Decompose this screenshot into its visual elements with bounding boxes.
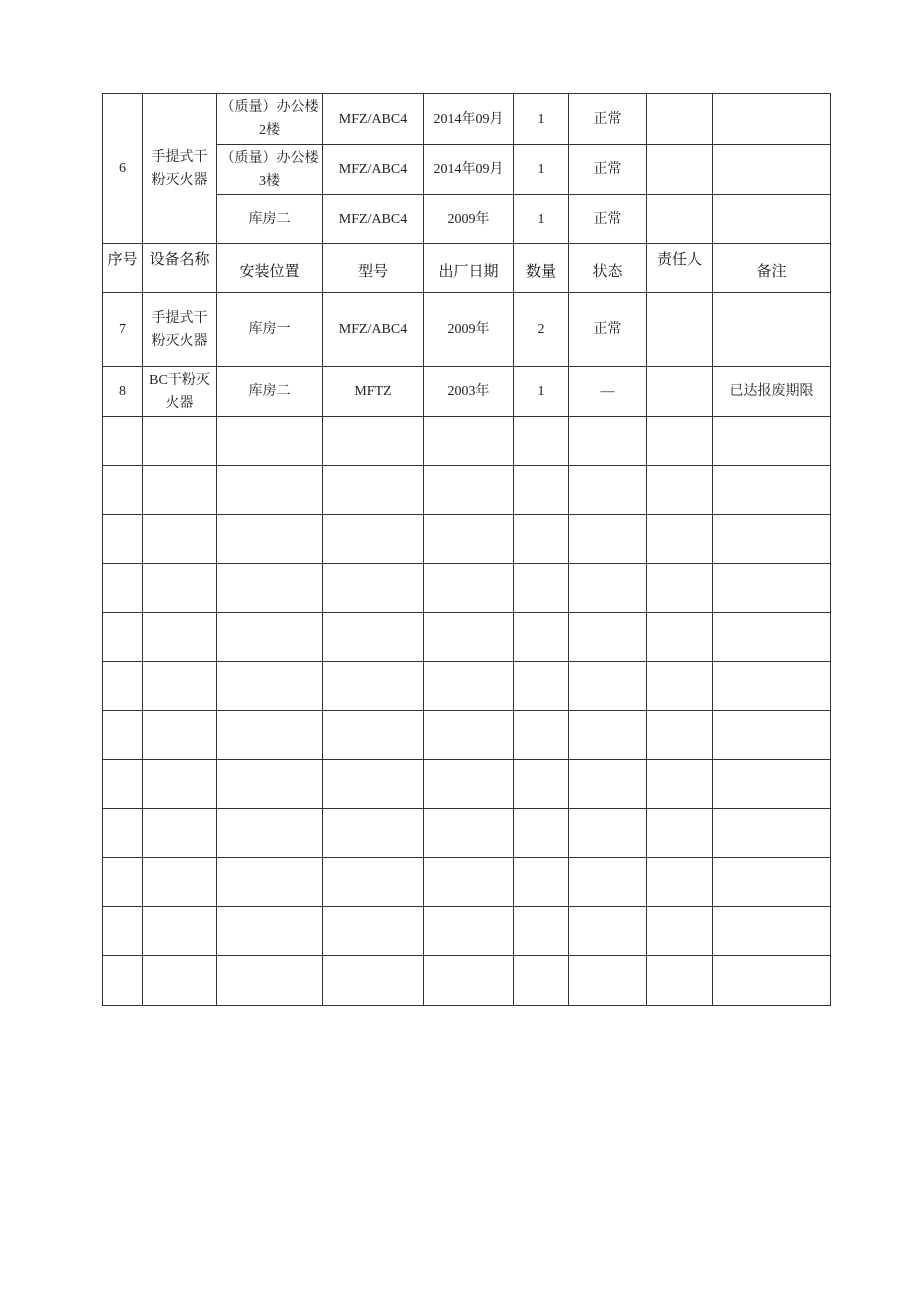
empty-cell: [217, 564, 323, 613]
device-cell: 手提式干粉灭火器: [143, 293, 217, 367]
empty-cell: [424, 662, 514, 711]
empty-cell: [323, 907, 424, 956]
header-date: 出厂日期: [424, 244, 514, 293]
owner-cell: [647, 94, 713, 145]
empty-cell: [514, 760, 569, 809]
date-cell: 2014年09月: [424, 94, 514, 145]
empty-cell: [323, 760, 424, 809]
owner-cell: [647, 195, 713, 244]
empty-row: [103, 515, 831, 564]
empty-cell: [143, 858, 217, 907]
seq-cell: 6: [103, 94, 143, 244]
empty-row: [103, 956, 831, 1006]
model-cell: MFZ/ABC4: [323, 94, 424, 145]
empty-row: [103, 466, 831, 515]
empty-cell: [647, 760, 713, 809]
empty-row: [103, 564, 831, 613]
empty-cell: [713, 466, 831, 515]
empty-row: [103, 858, 831, 907]
qty-cell: 1: [514, 145, 569, 195]
empty-cell: [323, 515, 424, 564]
empty-cell: [514, 515, 569, 564]
empty-cell: [143, 417, 217, 466]
empty-cell: [143, 564, 217, 613]
empty-cell: [217, 858, 323, 907]
empty-row: [103, 417, 831, 466]
status-cell: 正常: [569, 293, 647, 367]
empty-cell: [424, 711, 514, 760]
empty-cell: [514, 466, 569, 515]
location-cell: 库房二: [217, 195, 323, 244]
empty-cell: [217, 956, 323, 1006]
empty-cell: [143, 613, 217, 662]
empty-cell: [569, 662, 647, 711]
empty-row: [103, 662, 831, 711]
model-cell: MFZ/ABC4: [323, 145, 424, 195]
empty-cell: [647, 711, 713, 760]
empty-row: [103, 809, 831, 858]
empty-cell: [217, 515, 323, 564]
header-location: 安装位置: [217, 244, 323, 293]
note-cell: [713, 195, 831, 244]
empty-cell: [217, 466, 323, 515]
table-row: [103, 293, 831, 367]
table-header-row: [103, 244, 831, 293]
empty-cell: [103, 956, 143, 1006]
empty-cell: [103, 907, 143, 956]
empty-cell: [424, 515, 514, 564]
qty-cell: 1: [514, 367, 569, 417]
empty-cell: [143, 809, 217, 858]
empty-row: [103, 907, 831, 956]
empty-cell: [103, 711, 143, 760]
header-model: 型号: [323, 244, 424, 293]
empty-cell: [514, 564, 569, 613]
empty-cell: [323, 466, 424, 515]
seq-cell: 8: [103, 367, 143, 417]
empty-cell: [217, 711, 323, 760]
qty-cell: 2: [514, 293, 569, 367]
empty-cell: [424, 858, 514, 907]
empty-cell: [103, 515, 143, 564]
note-cell: [713, 293, 831, 367]
empty-cell: [647, 809, 713, 858]
empty-cell: [217, 760, 323, 809]
empty-cell: [514, 613, 569, 662]
empty-cell: [514, 662, 569, 711]
empty-cell: [514, 956, 569, 1006]
empty-cell: [424, 760, 514, 809]
empty-cell: [514, 907, 569, 956]
empty-cell: [514, 417, 569, 466]
empty-cell: [647, 564, 713, 613]
date-cell: 2009年: [424, 195, 514, 244]
empty-cell: [424, 417, 514, 466]
empty-cell: [713, 711, 831, 760]
qty-cell: 1: [514, 94, 569, 145]
empty-cell: [143, 760, 217, 809]
empty-cell: [713, 417, 831, 466]
empty-cell: [647, 662, 713, 711]
owner-cell: [647, 145, 713, 195]
empty-cell: [103, 760, 143, 809]
empty-cell: [713, 662, 831, 711]
empty-row: [103, 711, 831, 760]
empty-cell: [569, 760, 647, 809]
qty-cell: 1: [514, 195, 569, 244]
empty-cell: [143, 956, 217, 1006]
empty-cell: [143, 711, 217, 760]
empty-cell: [217, 662, 323, 711]
empty-cell: [569, 858, 647, 907]
empty-cell: [713, 858, 831, 907]
owner-cell: [647, 367, 713, 417]
note-cell: [713, 94, 831, 145]
date-cell: 2009年: [424, 293, 514, 367]
empty-cell: [713, 515, 831, 564]
empty-cell: [323, 809, 424, 858]
status-cell: —: [569, 367, 647, 417]
empty-cell: [103, 662, 143, 711]
empty-cell: [713, 760, 831, 809]
empty-cell: [143, 515, 217, 564]
empty-cell: [103, 809, 143, 858]
status-cell: 正常: [569, 94, 647, 145]
empty-cell: [713, 613, 831, 662]
header-device: 设备名称: [143, 244, 217, 293]
empty-cell: [713, 956, 831, 1006]
model-cell: MFZ/ABC4: [323, 195, 424, 244]
empty-cell: [569, 711, 647, 760]
empty-cell: [217, 613, 323, 662]
empty-cell: [103, 466, 143, 515]
empty-cell: [323, 711, 424, 760]
empty-cell: [713, 907, 831, 956]
empty-cell: [647, 466, 713, 515]
empty-cell: [569, 564, 647, 613]
empty-cell: [143, 466, 217, 515]
empty-cell: [569, 515, 647, 564]
empty-cell: [103, 858, 143, 907]
empty-cell: [647, 907, 713, 956]
empty-cell: [323, 956, 424, 1006]
note-cell: 已达报废期限: [713, 367, 831, 417]
empty-cell: [323, 662, 424, 711]
empty-cell: [424, 613, 514, 662]
empty-cell: [424, 956, 514, 1006]
empty-cell: [424, 466, 514, 515]
empty-cell: [217, 809, 323, 858]
empty-cell: [569, 907, 647, 956]
empty-cell: [569, 956, 647, 1006]
empty-cell: [424, 564, 514, 613]
empty-cell: [143, 907, 217, 956]
header-seq: 序号: [103, 244, 143, 293]
empty-cell: [103, 417, 143, 466]
header-owner: 责任人: [647, 244, 713, 293]
date-cell: 2003年: [424, 367, 514, 417]
empty-row: [103, 760, 831, 809]
empty-cell: [217, 417, 323, 466]
empty-cell: [514, 858, 569, 907]
empty-cell: [143, 662, 217, 711]
empty-cell: [424, 809, 514, 858]
owner-cell: [647, 293, 713, 367]
empty-cell: [323, 564, 424, 613]
empty-cell: [514, 809, 569, 858]
table-row: [103, 94, 831, 145]
empty-cell: [323, 417, 424, 466]
empty-cell: [323, 613, 424, 662]
model-cell: MFZ/ABC4: [323, 293, 424, 367]
empty-cell: [569, 809, 647, 858]
empty-cell: [569, 613, 647, 662]
empty-cell: [647, 515, 713, 564]
empty-cell: [713, 564, 831, 613]
table-row: [103, 367, 831, 417]
location-cell: （质量）办公楼3楼: [217, 145, 323, 195]
empty-cell: [713, 809, 831, 858]
empty-cell: [569, 466, 647, 515]
model-cell: MFTZ: [323, 367, 424, 417]
empty-cell: [647, 613, 713, 662]
status-cell: 正常: [569, 145, 647, 195]
empty-cell: [103, 613, 143, 662]
empty-cell: [647, 417, 713, 466]
location-cell: 库房二: [217, 367, 323, 417]
empty-cell: [103, 564, 143, 613]
header-status: 状态: [569, 244, 647, 293]
status-cell: 正常: [569, 195, 647, 244]
device-cell: 手提式干粉灭火器: [143, 94, 217, 244]
note-cell: [713, 145, 831, 195]
seq-cell: 7: [103, 293, 143, 367]
location-cell: 库房一: [217, 293, 323, 367]
empty-cell: [647, 956, 713, 1006]
equipment-table: [102, 93, 831, 1006]
empty-row: [103, 613, 831, 662]
location-cell: （质量）办公楼2楼: [217, 94, 323, 145]
date-cell: 2014年09月: [424, 145, 514, 195]
empty-cell: [323, 858, 424, 907]
header-qty: 数量: [514, 244, 569, 293]
device-cell: BC干粉灭火器: [143, 367, 217, 417]
header-note: 备注: [713, 244, 831, 293]
empty-cell: [514, 711, 569, 760]
empty-cell: [217, 907, 323, 956]
empty-cell: [569, 417, 647, 466]
empty-cell: [647, 858, 713, 907]
empty-cell: [424, 907, 514, 956]
